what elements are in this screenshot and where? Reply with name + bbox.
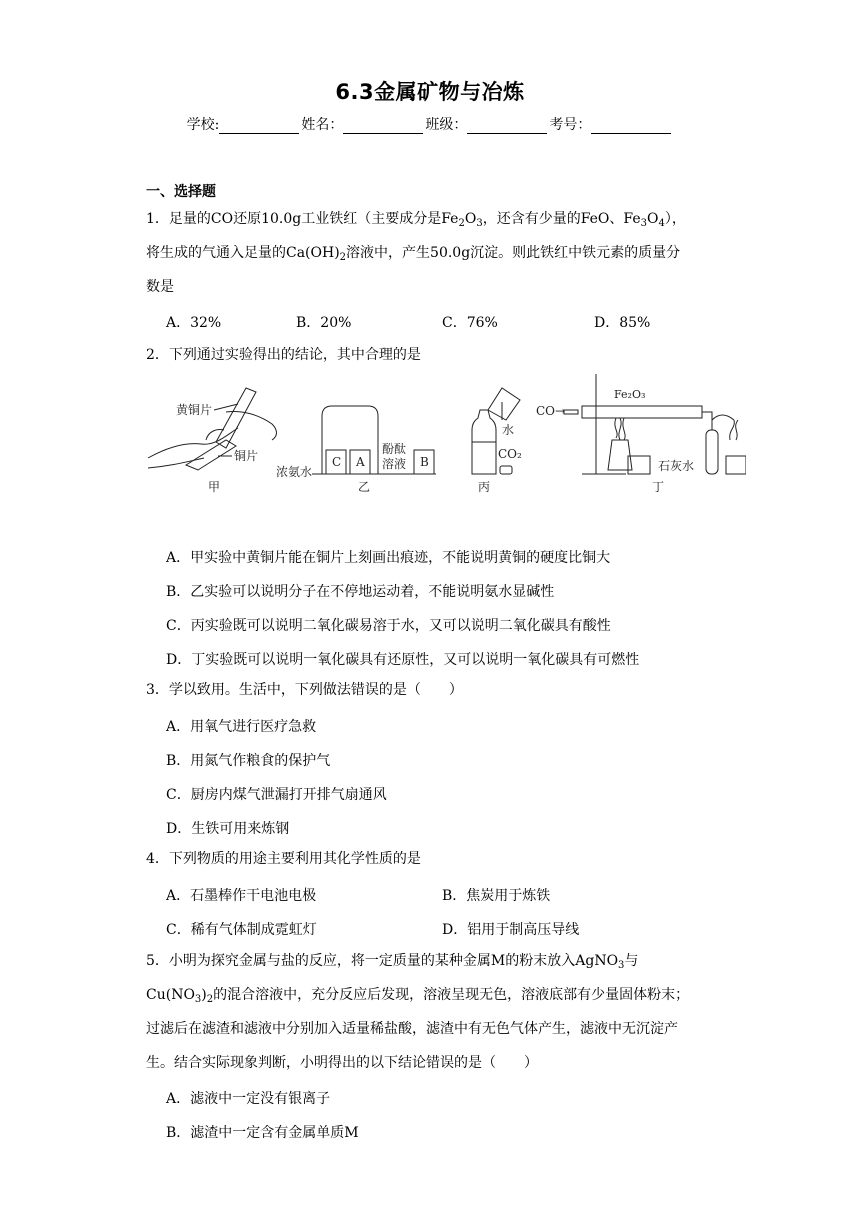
class-blank [467,119,547,134]
q3-option-a: A．用氧气进行医疗急救 [166,719,317,735]
q1-option-d: D．85% [594,315,651,331]
experiment-ding-drawing [536,374,746,494]
experiment-jia-drawing [148,388,277,494]
q2-option-c: C．丙实验既可以说明二氧化碳易溶于水，又可以说明二氧化碳具有酸性 [166,618,611,634]
q5-option-a: A．滤液中一定没有银离子 [166,1091,331,1107]
q2-stem: 2．下列通过实验得出的结论，其中合理的是 [146,347,421,363]
q2-option-a: A．甲实验中黄铜片能在铜片上刻画出痕迹，不能说明黄铜的硬度比铜大 [166,550,611,566]
school-blank [219,119,299,134]
label-water: 水 [502,423,515,437]
q1-option-c: C．76% [442,315,498,331]
header-info [0,114,860,134]
class-label: 班级： [425,117,468,133]
label-phenol-2: 溶液 [382,457,407,471]
q1-option-b: B．20% [296,315,352,331]
label-bing: 丙 [478,480,491,494]
label-c: C [332,455,342,469]
exam-no-blank [591,119,671,134]
experiment-yi-drawing [276,406,436,494]
q1-line2: 将生成的气通入足量的$Ca(OH)_2$溶液中，产生50.0g沉淀。则此铁红中铁元素的质量分 [146,245,681,263]
q3-option-b: B．用氮气作粮食的保护气 [166,753,331,769]
q3-option-d: D．生铁可用来炼钢 [166,821,290,837]
name-blank [343,119,423,134]
q4-option-c: C．稀有气体制成霓虹灯 [166,922,317,938]
label-ammonia: 浓氨水 [276,465,313,479]
q4-option-b: B．焦炭用于炼铁 [442,888,551,904]
school-label: 学校: [186,117,220,133]
q1-option-a: A．32% [166,315,222,331]
q2-option-d: D．丁实验既可以说明一氧化碳具有还原性，又可以说明一氧化碳具有可燃性 [166,652,640,668]
q5-line4: 生。结合实际现象判断，小明得出的以下结论错误的是（ ） [146,1055,538,1071]
q3-option-c: C．厨房内煤气泄漏打开排气扇通风 [166,787,387,803]
q5-line2: $Cu(NO_3)_2$的混合溶液中，充分反应后发现，溶液呈现无色，溶液底部有少量固体粉末； [146,987,690,1005]
q4-stem: 4．下列物质的用途主要利用其化学性质的是 [146,851,421,867]
q4-option-a: A．石墨棒作干电池电极 [166,888,317,904]
label-ding: 丁 [652,480,665,494]
label-b: B [420,455,429,469]
q2-experiment-figure [146,370,746,500]
q3-stem: 3．学以致用。生活中，下列做法错误的是（ ） [146,682,463,698]
label-copper: 铜片 [234,449,259,463]
label-co: CO→ [536,404,566,418]
label-jia: 甲 [208,480,221,494]
page-title: 6.3金属矿物与冶炼 [335,80,525,104]
label-a: A [356,455,365,469]
q1-line3: 数是 [146,279,174,295]
section-heading: 一、选择题 [146,184,216,200]
label-brass: 黄铜片 [176,403,213,417]
q5-option-b: B．滤渣中一定含有金属单质M [166,1125,359,1141]
q5-line3: 过滤后在滤渣和滤液中分别加入适量稀盐酸，滤渣中有无色气体产生，滤液中无沉淀产 [146,1021,678,1037]
label-fe2o3: Fe₂O₃ [614,388,646,401]
label-phenol-1: 酚酞 [382,442,407,456]
experiment-bing-drawing [472,388,522,494]
label-co2: CO₂ [498,447,522,461]
exam-no-label: 考号： [549,117,592,133]
label-yi: 乙 [358,480,371,494]
q2-option-b: B．乙实验可以说明分子在不停地运动着，不能说明氨水显碱性 [166,584,555,600]
name-label: 姓名： [301,117,344,133]
q4-option-d: D．铝用于制高压导线 [442,922,580,938]
label-limewater: 石灰水 [658,459,695,473]
q1-line1: 1．足量的CO还原10.0g工业铁红（主要成分是$Fe_2O_3$，还含有少量的FeO、$Fe_3O_4$）， [146,211,686,229]
q5-line1: 5．小明为探究金属与盐的反应，将一定质量的某种金属M的粉末放入AgNO$_3$与 [146,953,639,971]
